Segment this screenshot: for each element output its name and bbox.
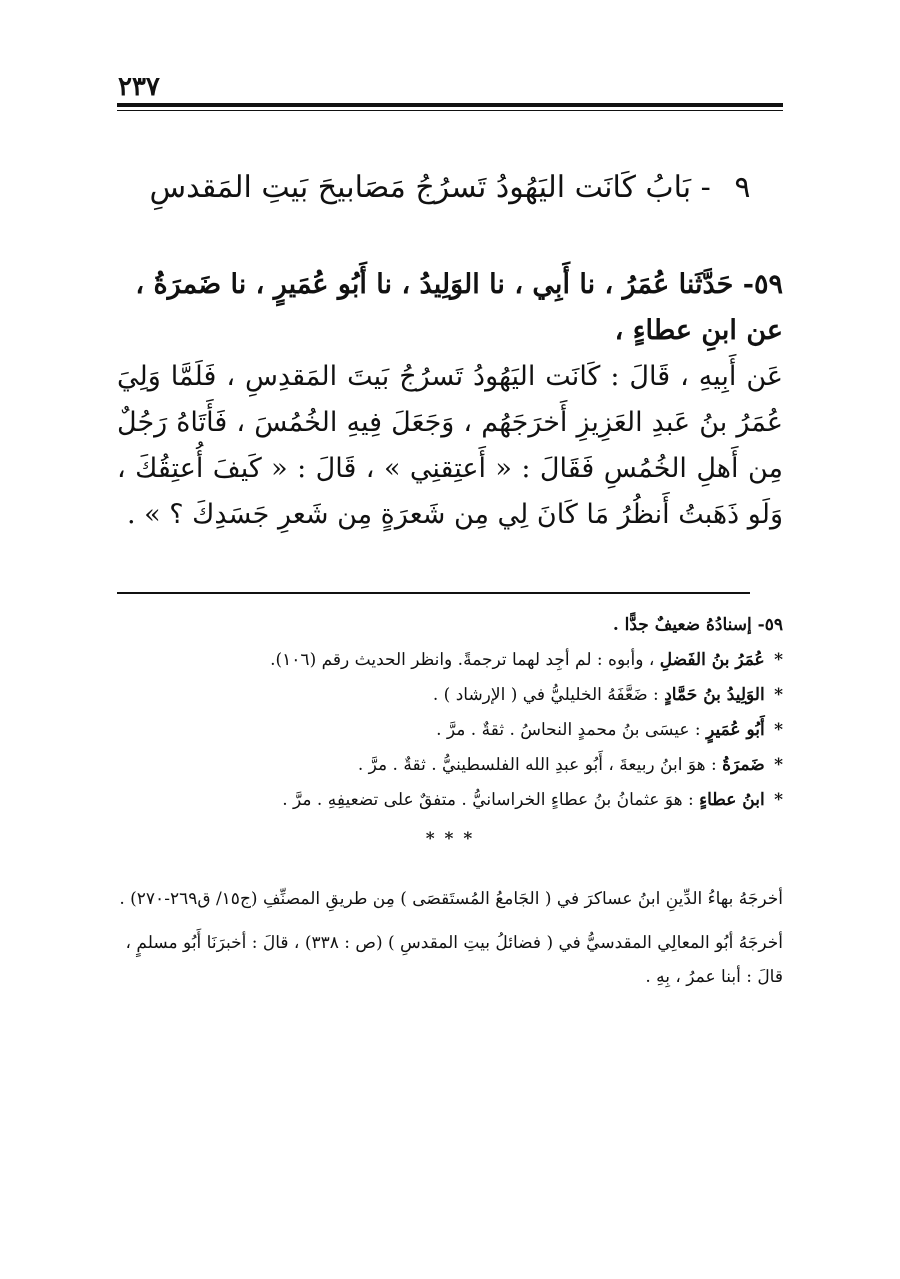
narrator-list <box>117 643 783 818</box>
section-separator: * * * <box>425 829 475 849</box>
narrator-name: ابنُ عطاءٍ <box>699 790 765 810</box>
takhrij-section <box>117 882 783 1004</box>
narrator-text: : هوَ ابنُ ربيعةَ ، أَبُو عبدِ الله الفلسطينيُّ . ثقةٌ . مرَّ . <box>357 755 717 775</box>
footnote-grade: ٥٩- إسنادُهُ ضعيفٌ جدًّا . <box>612 615 783 635</box>
bullet-star-icon: * <box>774 755 783 775</box>
narrator-name: أَبُو عُمَيرٍ <box>706 720 765 740</box>
narrator-name: الوَلِيدُ بنُ حَمَّادٍ <box>664 685 765 705</box>
narrator-note <box>117 678 783 713</box>
narrator-text: : عيسَى بنُ محمدٍ النحاسُ . ثقةٌ . مرَّ . <box>436 720 701 740</box>
narrator-note <box>117 713 783 748</box>
narrator-text: ، وأبوه : لم أجِد لهما ترجمةً. وانظر الحديث رقم (١٠٦). <box>270 650 655 670</box>
bullet-star-icon: * <box>774 685 783 705</box>
narrator-name: عُمَرُ بنُ الفَضلِ <box>659 650 765 670</box>
header-rule-thick <box>117 103 783 107</box>
header-rule-thin <box>117 110 783 111</box>
narrator-note <box>117 748 783 783</box>
footnotes-section <box>117 608 783 857</box>
takhrij-paragraph: أخرجَهُ بهاءُ الدِّينِ ابنُ عساكرَ في ( الجَامعُ المُستَقصَى ) مِن طريقِ المصنِّفِ (ج١٥/ ق٢٦٩-٢٧٠) . <box>119 889 783 909</box>
narrator-text: : ضَعَّفَهُ الخليليُّ في ( الإرشاد ) . <box>432 685 659 705</box>
narrator-text: : هوَ عثمانُ بنُ عطاءٍ الخراسانيُّ . متفقٌ على تضعيفِهِ . مرَّ . <box>282 790 694 810</box>
narrator-note <box>117 643 783 678</box>
hadith-text <box>117 262 783 538</box>
hadith-matn: عَن أَبِيهِ ، قَالَ : كَانَت اليَهُودُ تَسرُجُ بَيتَ المَقدِسِ ، فَلَمَّا وَلِيَ عُمَرُ بنُ عَبدِ العَزِيزِ أَخرَجَهُم ، وَجَعَلَ فِيهِ الخُمُسَ ، فَأَتَاهُ رَجُلٌ مِن أَهلِ الخُمُسِ فَقَالَ : « أَعتِقنِي » ، قَالَ : « كَيفَ أُعتِقُكَ ، وَلَو ذَهَبتُ أَنظُرُ مَا كَانَ لِي مِن شَعرَةٍ مِن شَعرِ جَسَدِكَ ؟ » . <box>117 361 783 530</box>
page-number: ٢٣٧ <box>118 72 160 102</box>
bullet-star-icon: * <box>774 720 783 740</box>
bullet-star-icon: * <box>774 790 783 810</box>
bullet-star-icon: * <box>774 650 783 670</box>
hadith-isnad: ٥٩- حَدَّثَنا عُمَرُ ، نا أَبِي ، نا الوَلِيدُ ، نا أَبُو عُمَيرٍ ، نا ضَمرَةُ ، عن ابنِ عطاءٍ ، <box>135 269 783 346</box>
narrator-note <box>117 783 783 818</box>
chapter-heading <box>117 170 783 205</box>
footnote-divider <box>117 592 750 594</box>
narrator-name: ضَمرَةُ <box>722 755 765 775</box>
chapter-number: ٩ <box>734 170 751 205</box>
chapter-title: - بَابُ كَانَت اليَهُودُ تَسرُجُ مَصَابيحَ بَيتِ المَقدسِ <box>149 170 711 205</box>
takhrij-paragraph: أخرجَهُ أبُو المعالِي المقدسيُّ في ( فضائلُ بيتِ المقدسِ ) (ص : ٣٣٨) ، قالَ : أخبرَنَا أَبُو مسلمٍ ، قالَ : أبنا عمرُ ، بِهِ . <box>125 933 783 987</box>
